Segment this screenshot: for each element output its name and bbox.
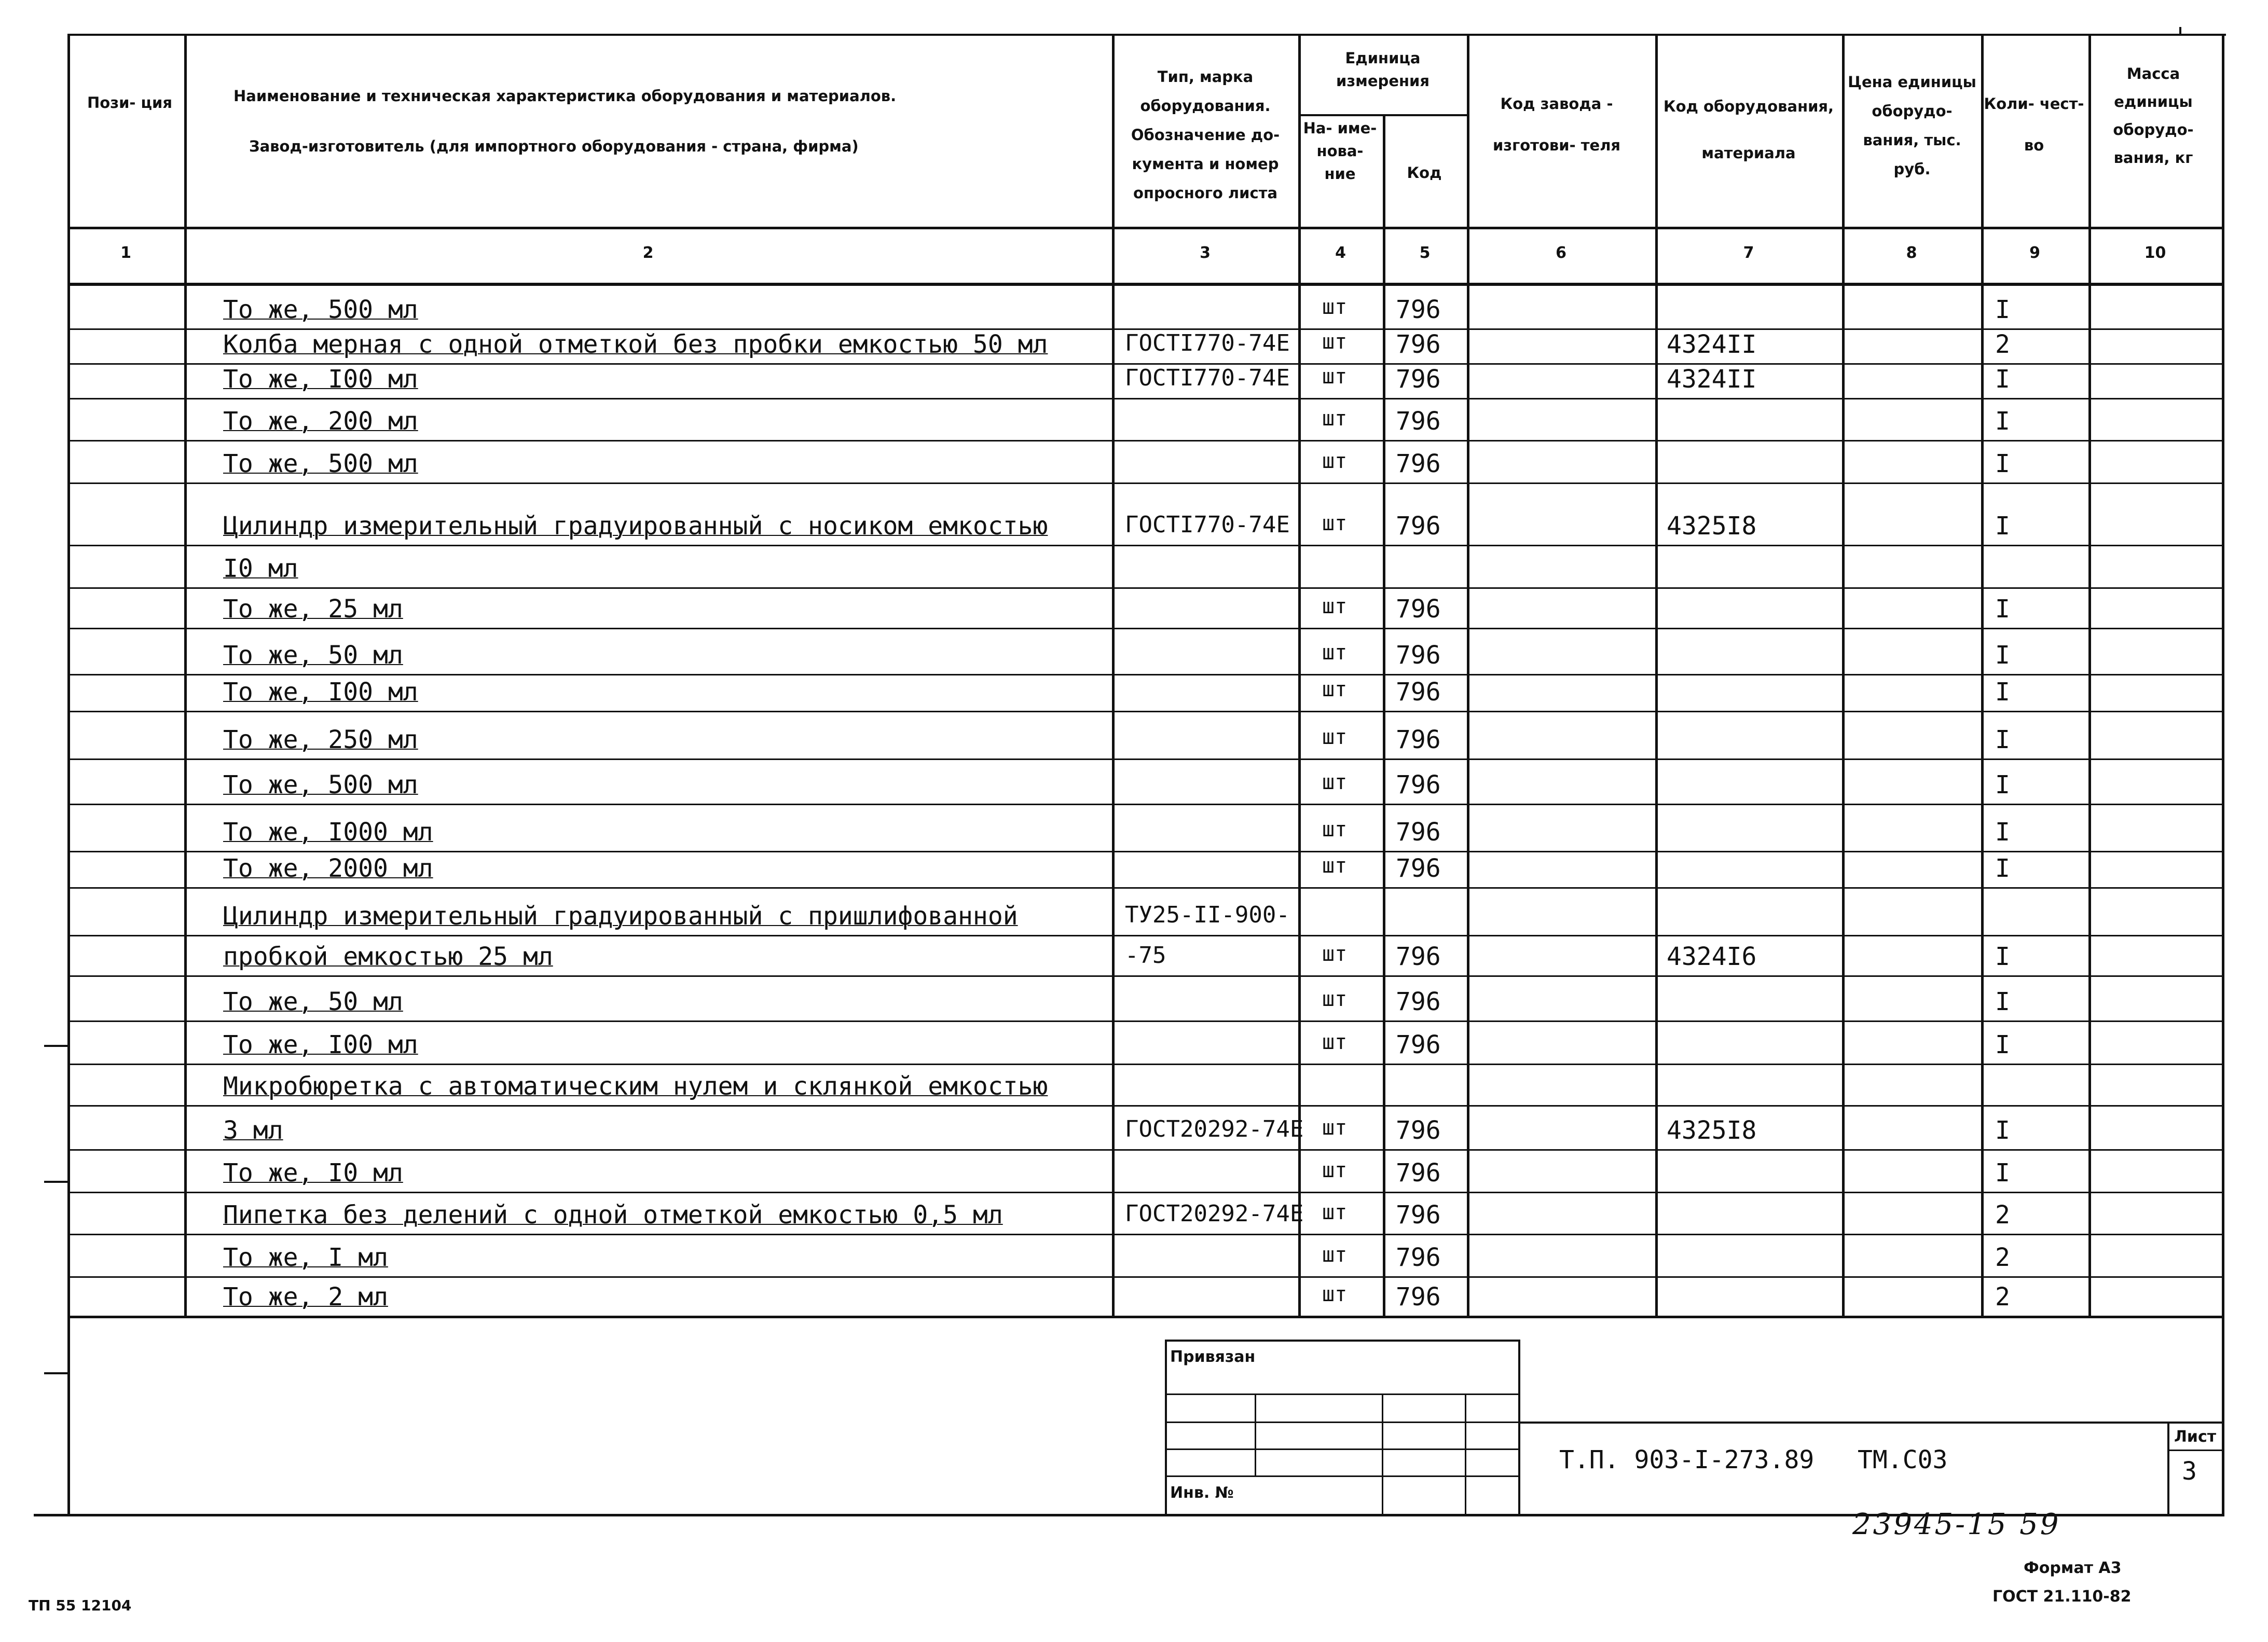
col-line-4 bbox=[1383, 115, 1385, 1317]
col-line-5 bbox=[1467, 35, 1469, 1317]
col-line-9 bbox=[2088, 35, 2091, 1317]
col-number: 3 bbox=[1200, 244, 1211, 262]
cell-unit: шт bbox=[1322, 770, 1348, 794]
hdr-pos: Пози- ция bbox=[87, 94, 172, 112]
cell-code: 796 bbox=[1396, 449, 1441, 478]
cell-qty: I bbox=[1995, 770, 2010, 799]
cell-name: То же, I00 мл bbox=[223, 1030, 418, 1059]
header-bottom bbox=[67, 227, 2224, 229]
cell-name: То же, 250 мл bbox=[223, 725, 418, 754]
cell-qty: 2 bbox=[1995, 1243, 2010, 1272]
col-number: 5 bbox=[1419, 244, 1431, 262]
format-label: Формат А3 bbox=[2024, 1559, 2122, 1577]
cell-unit: шт bbox=[1322, 678, 1348, 701]
frame-top bbox=[67, 34, 2226, 36]
row-line-10 bbox=[67, 711, 2224, 712]
cell-code: 796 bbox=[1396, 942, 1441, 971]
cell-unit: шт bbox=[1322, 854, 1348, 878]
row-line-12 bbox=[67, 804, 2224, 805]
cell-code: 796 bbox=[1396, 818, 1441, 847]
hdr-factory: Код завода - изготови- теля bbox=[1492, 95, 1621, 154]
cell-name: То же, 50 мл bbox=[223, 641, 403, 670]
hdr-unit-code: Код bbox=[1407, 164, 1442, 182]
hdr-unit: Единица измерения bbox=[1336, 49, 1429, 90]
sheet-number: 3 bbox=[2182, 1457, 2197, 1486]
row-line-11 bbox=[67, 758, 2224, 760]
cell-name: То же, I00 мл bbox=[223, 365, 418, 394]
cell-name: пробкой емкостью 25 мл bbox=[223, 942, 553, 971]
cell-unit: шт bbox=[1322, 407, 1348, 431]
col-line-8 bbox=[1981, 35, 1984, 1317]
cell-code: 796 bbox=[1396, 987, 1441, 1016]
cell-name: Пипетка без делений с одной отметкой емкостью 0,5 мл bbox=[223, 1201, 1003, 1230]
cell-code: 796 bbox=[1396, 295, 1441, 324]
cell-code: 796 bbox=[1396, 678, 1441, 707]
cell-qty: I bbox=[1995, 678, 2010, 707]
cell-qty: I bbox=[1995, 942, 2010, 971]
hdr-qty: Коли- чест- во bbox=[1984, 95, 2084, 154]
stamp-row-2 bbox=[1165, 1422, 1520, 1423]
cell-name: То же, 500 мл bbox=[223, 449, 418, 478]
row-line-3 bbox=[67, 398, 2224, 399]
cell-name: То же, I000 мл bbox=[223, 818, 433, 847]
stamp-vl-1 bbox=[1255, 1395, 1256, 1475]
cell-unit: шт bbox=[1322, 1158, 1348, 1182]
row-line-6 bbox=[67, 545, 2224, 546]
cell-type: ГОСТ20292-74Е bbox=[1125, 1116, 1304, 1142]
stamp-row-4 bbox=[1165, 1475, 1520, 1477]
hdr-type: Тип, марка оборудования. Обозначение до- кумента и номер опросного листа bbox=[1131, 68, 1280, 202]
row-line-7 bbox=[67, 587, 2224, 589]
row-line-8 bbox=[67, 628, 2224, 629]
cell-code: 796 bbox=[1396, 330, 1441, 359]
cell-qty: I bbox=[1995, 854, 2010, 883]
table-bottom bbox=[67, 1316, 2224, 1318]
cell-code: 796 bbox=[1396, 1243, 1441, 1272]
stamp-vl-3 bbox=[1465, 1395, 1466, 1514]
row-line-21 bbox=[67, 1192, 2224, 1193]
cell-unit: шт bbox=[1322, 330, 1348, 354]
row-line-16 bbox=[67, 975, 2224, 977]
row-line-5 bbox=[67, 482, 2224, 484]
cell-eq: 4325I8 bbox=[1667, 512, 1757, 541]
col-line-0 bbox=[67, 35, 70, 1317]
cell-qty: I bbox=[1995, 987, 2010, 1016]
col-line-7 bbox=[1842, 35, 1845, 1317]
cell-name: Колба мерная с одной отметкой без пробки емкостью 50 мл bbox=[223, 330, 1048, 359]
cell-qty: I bbox=[1995, 818, 2010, 847]
row-line-22 bbox=[67, 1234, 2224, 1235]
cell-unit: шт bbox=[1322, 365, 1348, 389]
hdr-price: Цена единицы оборудо- вания, тыс. руб. bbox=[1848, 73, 1976, 178]
cell-eq: 4324II bbox=[1667, 330, 1757, 359]
cell-name: То же, 2000 мл bbox=[223, 854, 433, 883]
cell-code: 796 bbox=[1396, 1282, 1441, 1312]
cell-name: То же, 500 мл bbox=[223, 295, 418, 324]
row-line-23 bbox=[67, 1276, 2224, 1278]
cell-name: То же, 25 мл bbox=[223, 595, 403, 624]
cell-code: 796 bbox=[1396, 1201, 1441, 1230]
cell-name: То же, 200 мл bbox=[223, 407, 418, 436]
cell-code: 796 bbox=[1396, 512, 1441, 541]
row-line-17 bbox=[67, 1020, 2224, 1022]
cell-unit: шт bbox=[1322, 725, 1348, 749]
cell-qty: I bbox=[1995, 449, 2010, 478]
col-number: 1 bbox=[120, 244, 131, 262]
left-footer: ТП 55 12104 bbox=[29, 1597, 132, 1614]
cell-qty: I bbox=[1995, 595, 2010, 624]
row-line-13 bbox=[67, 851, 2224, 852]
cell-unit: шт bbox=[1322, 641, 1348, 665]
doc-code: Т.П. 903-I-273.89 bbox=[1559, 1445, 1815, 1474]
col-line-1 bbox=[184, 35, 187, 1317]
cell-qty: I bbox=[1995, 641, 2010, 670]
stamp-row-1 bbox=[1165, 1393, 1520, 1395]
cell-name: То же, I00 мл bbox=[223, 678, 418, 707]
tick-top bbox=[2179, 27, 2181, 35]
col-number: 10 bbox=[2144, 244, 2166, 262]
cell-qty: 2 bbox=[1995, 1201, 2010, 1230]
cell-unit: шт bbox=[1322, 1243, 1348, 1267]
cell-qty: 2 bbox=[1995, 1282, 2010, 1312]
cell-eq: 4324I6 bbox=[1667, 942, 1757, 971]
cell-unit: шт bbox=[1322, 987, 1348, 1011]
cell-name: То же, I0 мл bbox=[223, 1158, 403, 1188]
cell-code: 796 bbox=[1396, 1030, 1441, 1059]
cell-name: То же, I мл bbox=[223, 1243, 388, 1272]
hdr-unit-name: На- име- нова- ние bbox=[1303, 119, 1377, 183]
cell-unit: шт bbox=[1322, 818, 1348, 841]
cell-type: ТУ25-II-900- bbox=[1125, 902, 1290, 928]
col-number: 8 bbox=[1906, 244, 1917, 262]
col-line-2 bbox=[1112, 35, 1115, 1317]
cell-type: ГОСТI770-74Е bbox=[1125, 330, 1290, 356]
row-line-15 bbox=[67, 935, 2224, 936]
cell-type: -75 bbox=[1125, 942, 1166, 969]
cell-code: 796 bbox=[1396, 770, 1441, 799]
title-block-top bbox=[1518, 1422, 2224, 1424]
doc-mark: ТМ.С03 bbox=[1858, 1445, 1948, 1474]
colnum-bottom bbox=[67, 283, 2224, 286]
stamp-row-3 bbox=[1165, 1448, 1520, 1450]
hdr-name-1: Наименование и техническая характеристика оборудования и материалов. bbox=[233, 87, 897, 105]
hdr-eq-code: Код оборудования, материала bbox=[1663, 98, 1834, 162]
stamp-box-left bbox=[1165, 1340, 1167, 1514]
cell-name: Цилиндр измерительный градуированный с пришлифованной bbox=[223, 902, 1018, 931]
tick-1 bbox=[44, 1045, 70, 1047]
cell-name: То же, 500 мл bbox=[223, 770, 418, 799]
cell-name: 3 мл bbox=[223, 1116, 283, 1145]
stamp-box-top bbox=[1165, 1340, 1520, 1342]
stamp-bound: Привязан bbox=[1170, 1348, 1256, 1366]
col-line-6 bbox=[1655, 35, 1658, 1317]
col-number: 9 bbox=[2029, 244, 2040, 262]
cell-qty: I bbox=[1995, 407, 2010, 436]
row-line-9 bbox=[67, 674, 2224, 675]
cell-code: 796 bbox=[1396, 407, 1441, 436]
sheet-label: Лист bbox=[2174, 1428, 2217, 1446]
cell-name: I0 мл bbox=[223, 554, 298, 583]
cell-name: То же, 50 мл bbox=[223, 987, 403, 1016]
col-line-10 bbox=[2222, 35, 2224, 1317]
hdr-mass: Масса единицы оборудо- вания, кг bbox=[2113, 65, 2194, 167]
cell-qty: I bbox=[1995, 1030, 2010, 1059]
cell-type: ГОСТI770-74Е bbox=[1125, 512, 1290, 538]
cell-unit: шт bbox=[1322, 295, 1348, 319]
cell-name: Микробюретка с автоматическим нулем и склянкой емкостью bbox=[223, 1072, 1048, 1101]
cell-type: ГОСТ20292-74Е bbox=[1125, 1201, 1304, 1227]
row-line-19 bbox=[67, 1105, 2224, 1107]
cell-type: ГОСТI770-74Е bbox=[1125, 365, 1290, 391]
cell-qty: I bbox=[1995, 1116, 2010, 1145]
hdr-name-2: Завод-изготовитель (для импортного оборудования - страна, фирма) bbox=[249, 137, 859, 155]
gost-label: ГОСТ 21.110-82 bbox=[1992, 1588, 2132, 1606]
cell-qty: I bbox=[1995, 365, 2010, 394]
cell-qty: I bbox=[1995, 295, 2010, 324]
row-line-14 bbox=[67, 887, 2224, 889]
cell-unit: шт bbox=[1322, 595, 1348, 618]
cell-unit: шт bbox=[1322, 449, 1348, 473]
cell-code: 796 bbox=[1396, 365, 1441, 394]
sheet-box-left bbox=[2167, 1422, 2169, 1515]
cell-unit: шт bbox=[1322, 1030, 1348, 1054]
sheet-box-mid bbox=[2167, 1450, 2224, 1451]
cell-unit: шт bbox=[1322, 512, 1348, 535]
cell-eq: 4324II bbox=[1667, 365, 1757, 394]
cell-code: 796 bbox=[1396, 1158, 1441, 1188]
col-number: 2 bbox=[642, 244, 654, 262]
cell-unit: шт bbox=[1322, 1116, 1348, 1140]
tick-3 bbox=[44, 1372, 70, 1374]
cell-unit: шт bbox=[1322, 1201, 1348, 1224]
cell-qty: I bbox=[1995, 512, 2010, 541]
cell-code: 796 bbox=[1396, 725, 1441, 754]
row-line-4 bbox=[67, 440, 2224, 441]
handwritten-number: 23945-15 59 bbox=[1852, 1508, 2061, 1541]
cell-name: Цилиндр измерительный градуированный с носиком емкостью bbox=[223, 512, 1048, 541]
tick-2 bbox=[44, 1181, 70, 1183]
cell-code: 796 bbox=[1396, 595, 1441, 624]
col-number: 6 bbox=[1556, 244, 1566, 262]
cell-name: То же, 2 мл bbox=[223, 1282, 388, 1312]
cell-eq: 4325I8 bbox=[1667, 1116, 1757, 1145]
cell-qty: I bbox=[1995, 1158, 2010, 1188]
stamp-box-right bbox=[1518, 1340, 1520, 1514]
row-line-18 bbox=[67, 1064, 2224, 1065]
row-line-20 bbox=[67, 1149, 2224, 1151]
cell-code: 796 bbox=[1396, 1116, 1441, 1145]
stamp-inv: Инв. № bbox=[1170, 1484, 1234, 1502]
stamp-vl-2 bbox=[1382, 1395, 1383, 1514]
cell-code: 796 bbox=[1396, 641, 1441, 670]
col-number: 4 bbox=[1335, 244, 1346, 262]
cell-qty: 2 bbox=[1995, 330, 2010, 359]
cell-code: 796 bbox=[1396, 854, 1441, 883]
cell-qty: I bbox=[1995, 725, 2010, 754]
cell-unit: шт bbox=[1322, 942, 1348, 966]
cell-unit: шт bbox=[1322, 1282, 1348, 1306]
col-number: 7 bbox=[1743, 244, 1754, 262]
